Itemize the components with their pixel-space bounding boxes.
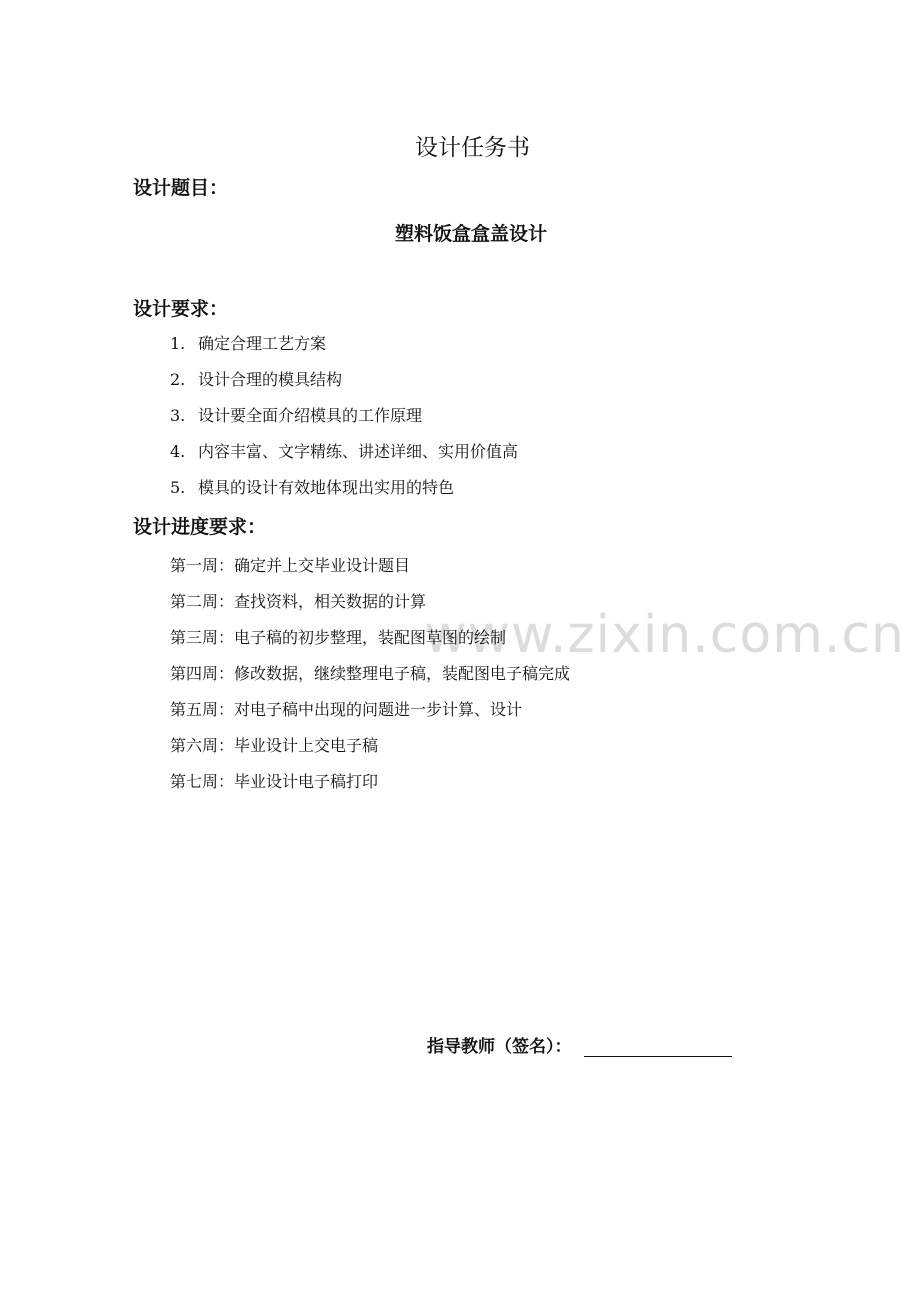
requirement-text: 确定合理工艺方案: [198, 334, 327, 353]
schedule-item: 第三周：电子稿的初步整理，装配图草图的绘制: [170, 628, 507, 647]
requirement-item: [170, 402, 518, 438]
requirement-number: 5.: [170, 478, 186, 497]
requirement-text: 设计要全面介绍模具的工作原理: [198, 406, 423, 425]
requirement-text: 内容丰富、文字精练、讲述详细、实用价值高: [198, 442, 519, 461]
requirement-number: 3.: [170, 406, 186, 425]
watermark: www.zixin.com.cn: [424, 605, 905, 665]
requirement-text: 设计合理的模具结构: [198, 370, 343, 389]
schedule-item: 第四周：修改数据，继续整理电子稿，装配图电子稿完成: [170, 664, 571, 683]
requirement-item: [170, 474, 518, 510]
requirements-heading: 设计要求：: [133, 298, 229, 320]
schedule-item: 第一周：确定并上交毕业设计题目: [170, 556, 411, 575]
requirements-list: [170, 330, 518, 510]
requirement-number: 4.: [170, 442, 186, 461]
requirement-number: 1.: [170, 334, 186, 353]
schedule-list: [170, 552, 570, 804]
topic-heading: 设计题目：: [133, 177, 229, 199]
requirement-number: 2.: [170, 370, 186, 389]
signature-label: 指导教师（签名）：: [427, 1037, 572, 1057]
schedule-item: 第五周：对电子稿中出现的问题进一步计算、设计: [170, 700, 523, 719]
requirement-item: [170, 438, 518, 474]
schedule-heading: 设计进度要求：: [133, 516, 267, 538]
schedule-item: 第六周：毕业设计上交电子稿: [170, 736, 379, 755]
requirement-text: 模具的设计有效地体现出实用的特色: [198, 478, 455, 497]
schedule-item: 第二周：查找资料，相关数据的计算: [170, 592, 427, 611]
signature-line: [584, 1056, 732, 1057]
project-title: 塑料饭盒盒盖设计: [394, 223, 547, 245]
document-title: 设计任务书: [415, 135, 530, 161]
schedule-item: 第七周：毕业设计电子稿打印: [170, 772, 379, 791]
requirement-item: [170, 366, 518, 402]
requirement-item: [170, 330, 518, 366]
